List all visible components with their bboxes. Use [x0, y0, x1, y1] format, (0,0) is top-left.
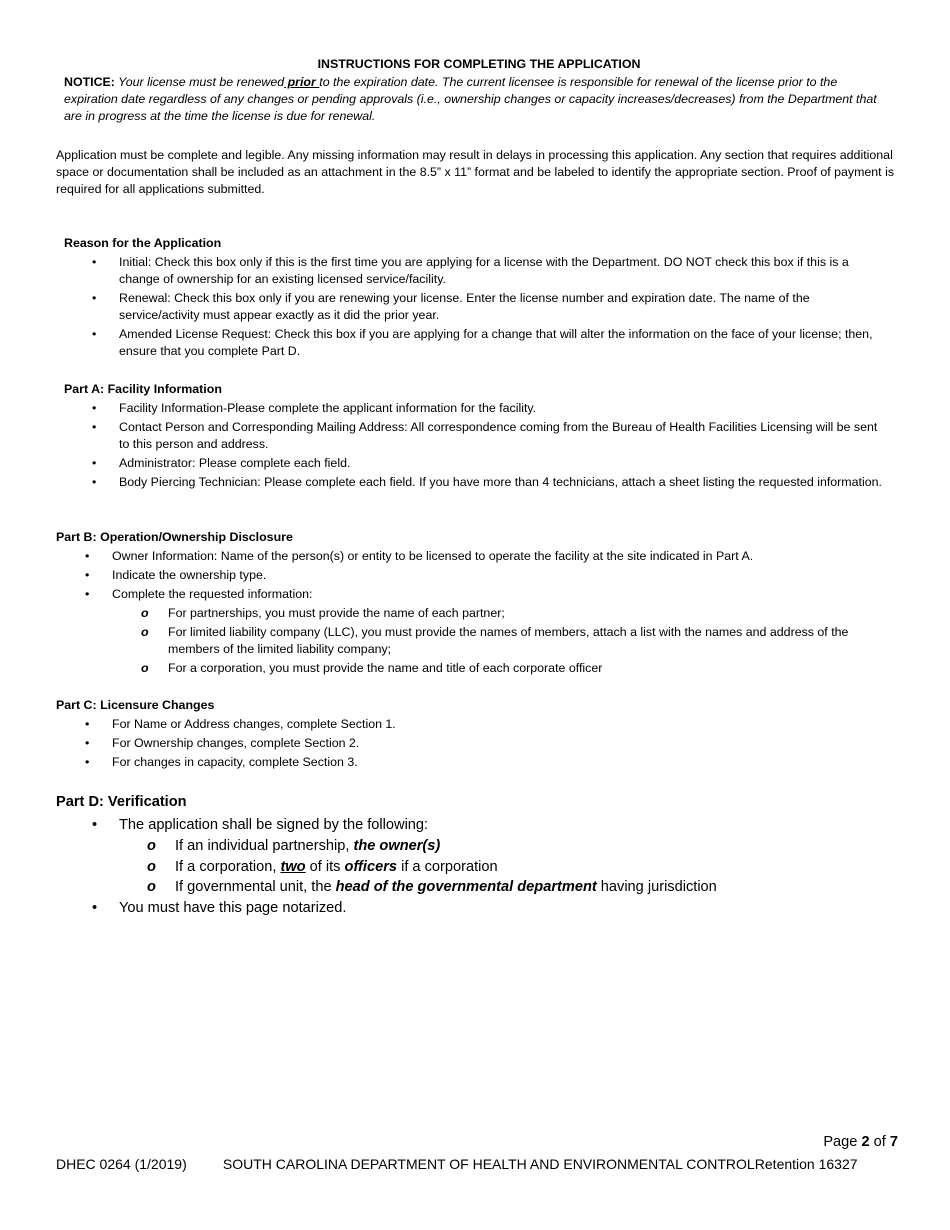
list-item: • Initial: Check this box only if this is the first time you are applying for a license with the Department. DO NOT check this box if this is a change of ownership for an existing licensed service/facility. — [119, 254, 884, 288]
footer-form-number: DHEC 0264 (1/2019) — [56, 1156, 187, 1172]
notice-text-2: to the expiration date. The current licensee is responsible for renewal of the license prior to the expiration date regardless of any changes or pending approvals (i.e., ownership changes or capacity increases/decreases) from the Department that are in progress at the time the license is due for renewal. — [64, 75, 877, 123]
list-item — [112, 586, 886, 677]
sub-item-text: of its — [305, 858, 345, 875]
sub-item-emphasis: head of the governmental department — [335, 879, 597, 895]
list-item: • Body Piercing Technician: Please complete each field. If you have more than 4 technicians, attach a sheet listing the requested information. — [119, 474, 884, 491]
sub-list-item: o For a corporation, you must provide the name and title of each corporate officer — [168, 660, 886, 677]
notice-block — [64, 74, 884, 125]
list-item-text: Complete the requested information: — [112, 587, 313, 601]
part-b-heading: Part B: Operation/Ownership Disclosure — [56, 530, 293, 544]
list-item: • Owner Information: Name of the person(s) or entity to be licensed to operate the facility at the site indicated in Part A. — [112, 548, 886, 565]
part-c-heading: Part C: Licensure Changes — [56, 698, 215, 712]
page-total: 7 — [889, 1134, 898, 1150]
sub-list-item — [175, 877, 886, 898]
reason-heading: Reason for the Application — [64, 236, 222, 250]
page-title: INSTRUCTIONS FOR COMPLETING THE APPLICATION — [317, 57, 641, 71]
sub-item-emphasis: the owner(s) — [353, 838, 441, 854]
part-a-section — [64, 381, 884, 493]
list-item: • You must have this page notarized. — [119, 898, 886, 919]
page-footer — [56, 1156, 916, 1173]
notice-label: NOTICE: — [64, 75, 115, 89]
part-a-heading: Part A: Facility Information — [64, 382, 222, 396]
footer-retention: Retention 16327 — [754, 1156, 858, 1172]
part-d-section — [56, 792, 886, 918]
list-item: • Contact Person and Corresponding Mailing Address: All correspondence coming from the Bureau of Health Facilities Licensing will be sent to this person and address. — [119, 419, 884, 453]
list-item: • Amended License Request: Check this box if you are applying for a change that will alter the information on the face of your license; then, ensure that you complete Part D. — [119, 326, 884, 360]
notice-emphasis: prior — [284, 75, 320, 89]
sub-item-text: having jurisdiction — [596, 879, 717, 895]
notice-text-1: Your license must be renewed — [114, 75, 285, 89]
sub-item-text: If a corporation, — [175, 858, 281, 875]
sub-list-item — [175, 836, 886, 857]
list-item: • For Ownership changes, complete Section 2. — [112, 735, 886, 752]
part-d-heading: Part D: Verification — [56, 794, 187, 810]
list-item: • Indicate the ownership type. — [112, 567, 886, 584]
sub-list-item: o For limited liability company (LLC), you must provide the names of members, attach a list with the names and address of the members of the limited liability company; — [168, 624, 886, 658]
sub-item-text: If an individual partnership, — [175, 838, 354, 854]
page-number — [800, 1134, 898, 1151]
list-item-text: The application shall be signed by the following: — [119, 816, 429, 833]
sub-list-item: o For partnerships, you must provide the name of each partner; — [168, 605, 886, 622]
footer-agency: SOUTH CAROLINA DEPARTMENT OF HEALTH AND ENVIRONMENTAL CONTROL — [222, 1156, 755, 1172]
sub-item-emphasis: two — [280, 858, 306, 875]
list-item: • For Name or Address changes, complete Section 1. — [112, 716, 886, 733]
intro-paragraph: Application must be complete and legible. Any missing information may result in delays in processing this application. Any section that requires additional space or documentation shall be included as an attachment in the 8.5” x 11” format and be labeled to identify the appropriate section. Proof of payment is required for all applications submitted. — [56, 148, 895, 196]
reason-section — [64, 235, 884, 362]
page-current: 2 — [861, 1134, 870, 1150]
part-b-section — [56, 529, 886, 679]
page-of: of — [869, 1134, 890, 1150]
sub-item-text: If governmental unit, the — [175, 879, 336, 895]
list-item: • For changes in capacity, complete Section 3. — [112, 754, 886, 771]
sub-item-text: if a corporation — [397, 858, 498, 875]
list-item — [119, 815, 886, 898]
list-item: • Administrator: Please complete each field. — [119, 455, 884, 472]
sub-list-item — [175, 857, 886, 878]
sub-item-emphasis: officers — [344, 858, 398, 875]
part-c-section — [56, 697, 886, 773]
page-label: Page — [823, 1134, 862, 1150]
list-item: • Facility Information-Please complete the applicant information for the facility. — [119, 400, 884, 417]
list-item: • Renewal: Check this box only if you are renewing your license. Enter the license number and expiration date. The name of the service/activity must appear exactly as it did the prior year. — [119, 290, 884, 324]
